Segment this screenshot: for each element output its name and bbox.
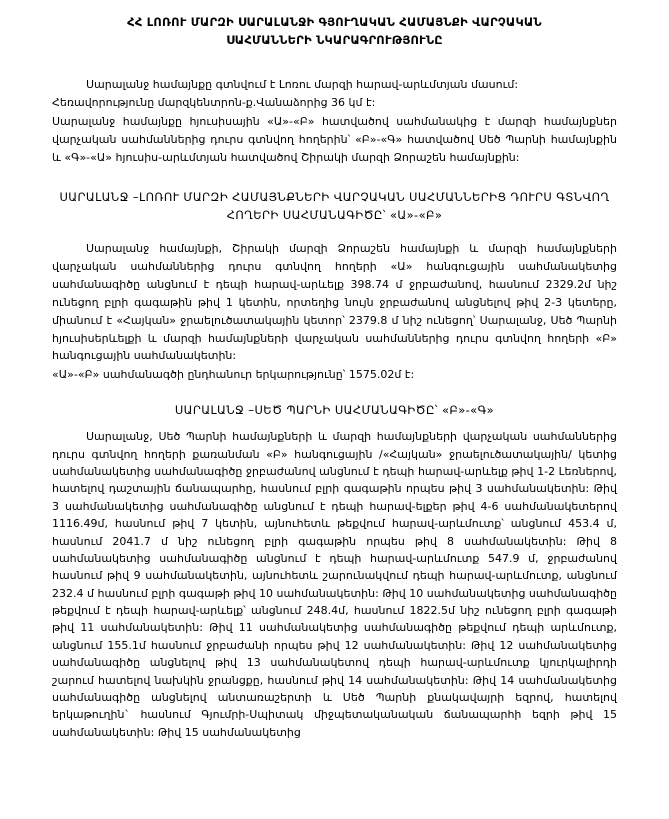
document-title-line1: ՀՀ ԼՈՌՈՒ ՄԱՐԶԻ ՍԱՐԱԼԱՆՋԻ ԳՅՈՒՂԱԿԱՆ ՀԱՄԱՅՆՔԻ ՎԱՐՉԱԿԱՆ <box>127 15 542 29</box>
section-heading-2-line1: ՍԱՐԱԼԱՆՋ –ՍԵԾ ՊԱՐՆԻ ՍԱՀՄԱՆԱԳԻԾԸ՝ «Բ»-«Գ» <box>174 402 495 417</box>
spacer <box>52 385 617 401</box>
spacer <box>52 168 617 188</box>
document-title <box>52 14 617 50</box>
spacer <box>52 60 617 76</box>
section-heading-2 <box>52 401 617 419</box>
section-heading-1 <box>52 188 617 225</box>
document-title-line2: ՍԱՀՄԱՆՆԵՐԻ ՆԿԱՐԱԳՐՈՒԹՅՈՒՆԸ <box>226 32 443 47</box>
intro-paragraph-1: Սարալանջ համայնքը գտնվում է Լոռու մարզի հարավ-արևմտյան մասում: <box>86 77 519 91</box>
section-heading-1-line2: ՀՈՂԵՐԻ ՍԱՀՄԱՆԱԳԻԾԸ՝ «Ա»-«Բ» <box>226 208 443 223</box>
spacer <box>52 419 617 428</box>
intro-paragraph-3: Սարալանջ համայնքը հյուսիսային «Ա»-«Բ» հատվածով սահմանակից է մարզի համայնքներ վարչական սահմաններից դուրս գտնվող հողերին՝ «Բ»-«Գ» հատվածով Սեծ Պարնի համայնքին և «Գ»-«Ա» հյուսիս-արևմտյան հատվածով Շիրակի մարզի Ձորաշեն համայնքին: <box>52 115 617 164</box>
section-heading-1-line1: ՍԱՐԱԼԱՆՋ –ԼՈՌՈՒ ՄԱՐԶԻ ՀԱՄԱՅՆՔՆԵՐԻ ՎԱՐՉԱԿԱՆ ՍԱՀՄԱՆՆԵՐԻՑ ԴՈՒՐՍ ԳՏՆՎՈՂ <box>59 189 610 204</box>
spacer <box>52 224 617 240</box>
intro-paragraph-2: Հեռավորությունը մարզկենտրոն-ք.Վանաձորից 36 կմ է: <box>52 96 376 110</box>
section-2-body: Սարալանջ, Սեծ Պարնի համայնքների և մարզի համայնքների վարչական սահմաններից դուրս գտնվող հողերի քառանման «Բ» հանգուցային /«Հայկան» ջրաելուծատակային/ կետից սահմանակետից սահմանագիծը ջրբաժանով անցնում է դեպի հարավ-արևելք թիվ 1-2 Լեռներով, հատելով դաշտային ճանապարհը, հասնում բլրի գագաթին որպես թիվ 3 սահմանակետին: Թիվ 3 սահմանակետից սահմանագիծը անցնում է դեպի հարավ-ելքեր թիվ 4-6 սահմանակետերով 1116.49մ, հասնում թիվ 7 կետին, այնուհետև թեքվում հարավ-արևմուտք՝ անցնում 453.4 մ, հասնում 2041.7 մ նիշ ունեցող բլրի գագաթին որպես թիվ 8 սահմանակետին: Թիվ 8 սահմանակետից սահմանագիծը անցնում է դեպի հարավ-արևմուտք 547.9 մ, ջրբաժանով հասնում թիվ 9 սահմանակետին, այնուհետև շարունակվում դեպի հարավ-արևմուտք, անցնում 232.4 մ հասնում բլրի գագաթի թիվ 10 սահմանակետին: Թիվ 10 սահմանակետից սահմանագիծը թեքվում է դեպի հարավ-արևելք՝ անցնում 248.4մ, հասնում 1822.5մ նիշ ունեցող բլրի գագաթի թիվ 11 սահմանակետին: Թիվ 11 սահմանակետից սահմանագիծը թեքվում դեպի արևմուտք, անցնում 155.1մ հասնում ջրբաժանի որպես թիվ 12 սահմանակետին: Թիվ 12 սահմանակետից սահմանագիծը անցնելով թիվ 13 սահմանակետով դեպի հարավ-արևմուտք կյուրկալիրդի շարում հատելով նախկին ջրանցքը, հասնում թիվ 14 սահմանակետին: Թիվ 14 սահմանակետից սահմանագիծը անցնելով անտառաշերտի և Սեծ Պարնի քնակավայրի եզրով, հատելով երկաթուղին` հասնում Գյումրի-Սպիտակ միջպետականական ճանապարհի եզրի թիվ 15 սահմանակետին: Թիվ 15 սահմանակետից <box>52 430 617 739</box>
section-1-note: «Ա»-«Բ» սահմանագծի ընդհանուր երկարությունը՝ 1575.02մ է: <box>52 368 415 382</box>
section-1-body: Սարալանջ համայնքի, Շիրակի մարզի Ձորաշեն համայնքի և մարզի համայնքների վարչական սահմաններից դուրս գտնվող հողերի «Ա» հանգուցային սահմանակետից սահմանագիծը անցնում է դեպի հարավ-արևելք 398.74 մ ջրբաժանով, հասնում 2329.2մ նիշ ունեցող բլրի գագաթին թիվ 1 կետին, որտեղից նույն ջրբաժանով անցնելով թիվ 2-3 կետերը, միանում է «Հայկան» ջրաելուծատակային կետոր՝ 2379.8 մ նիշ ունեցող՝ Սարալանջ, Սեծ Պարնի հյուսիսերևելքի և մարզի համայնքների վարչական սահմաններից դուրս գտնվող հողերի «Բ» հանգուցային սահմանակետին: <box>52 242 617 363</box>
